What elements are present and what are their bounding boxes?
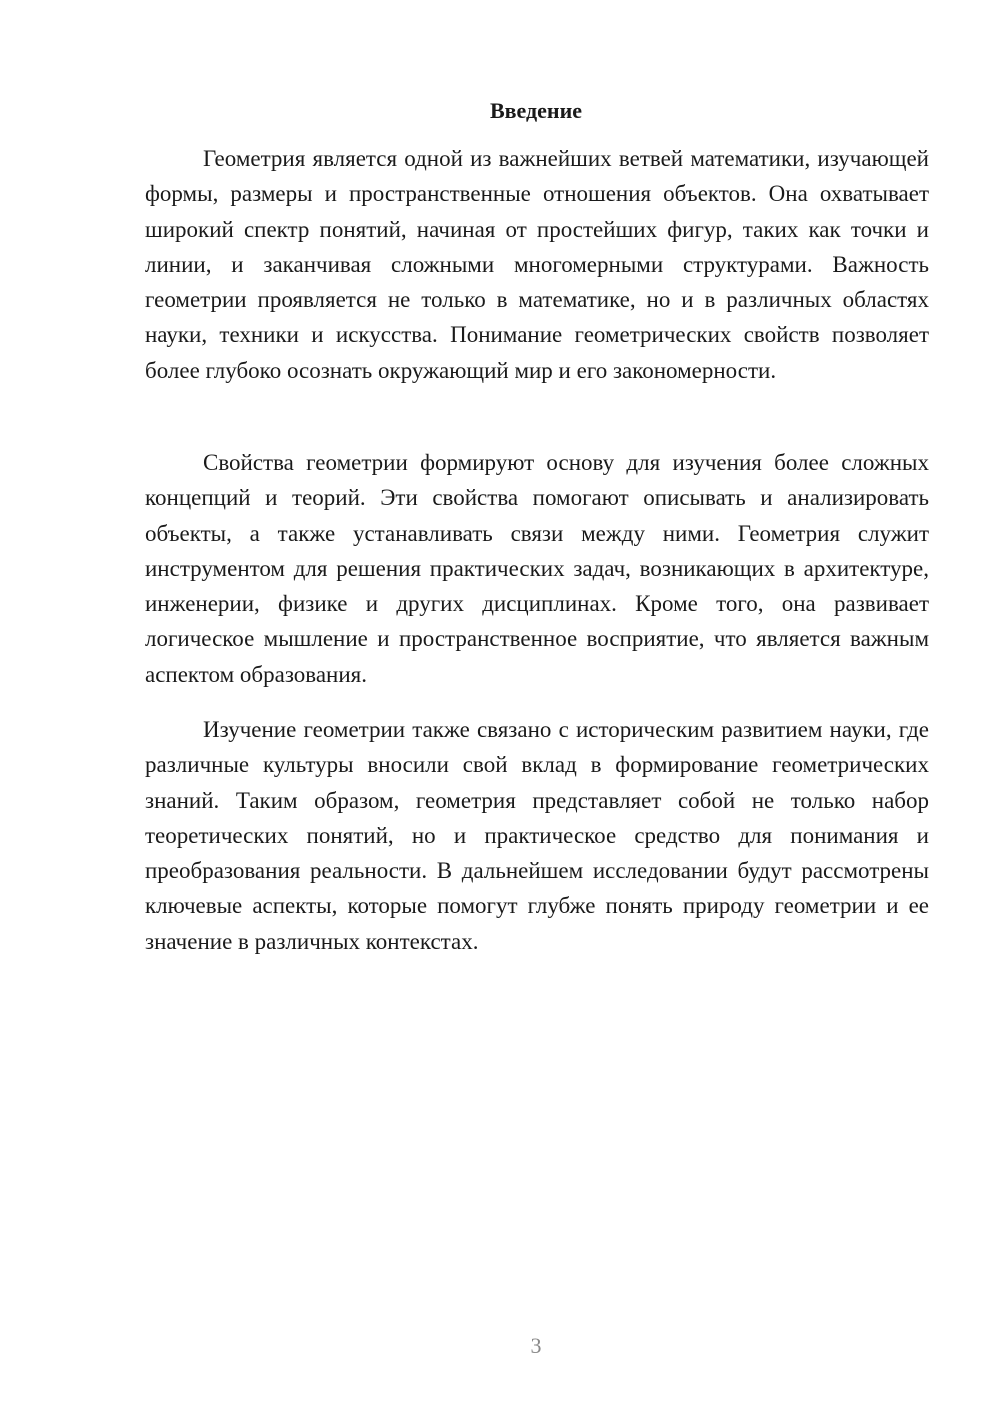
body-paragraph-3: Изучение геометрии также связано с историческим развитием науки, где различные культуры вносили свой вклад в формирование геометрических знаний. Таким образом, геометрия представляет собой не только набор теоретических понятий, но и практическое средство для понимания и преобразования реальности. В дальнейшем исследовании будут рассмотрены ключевые аспекты, которые помогут глубже понять природу геометрии и ее значение в различных контекстах. <box>145 717 929 954</box>
body-paragraph-2: Свойства геометрии формируют основу для изучения более сложных концепций и теорий. Эти свойства помогают описывать и анализировать объекты, а также устанавливать связи между ними. Геометрия служит инструментом для решения практических задач, возникающих в архитектуре, инженерии, физике и других дисциплинах. Кроме того, она развивает логическое мышление и пространственное восприятие, что является важным аспектом образования. <box>145 450 929 687</box>
page-number: 3 <box>530 1333 542 1358</box>
body-paragraph-1: Геометрия является одной из важнейших ветвей математики, изучающей формы, размеры и пространственные отношения объектов. Она охватывает широкий спектр понятий, начиная от простейших фигур, таких как точки и линии, и заканчивая сложными многомерными структурами. Важность геометрии проявляется не только в математике, но и в различных областях науки, техники и искусства. Понимание геометрических свойств позволяет более глубоко осознать окружающий мир и его закономерности. <box>145 146 929 383</box>
page-title: Введение <box>489 98 583 123</box>
